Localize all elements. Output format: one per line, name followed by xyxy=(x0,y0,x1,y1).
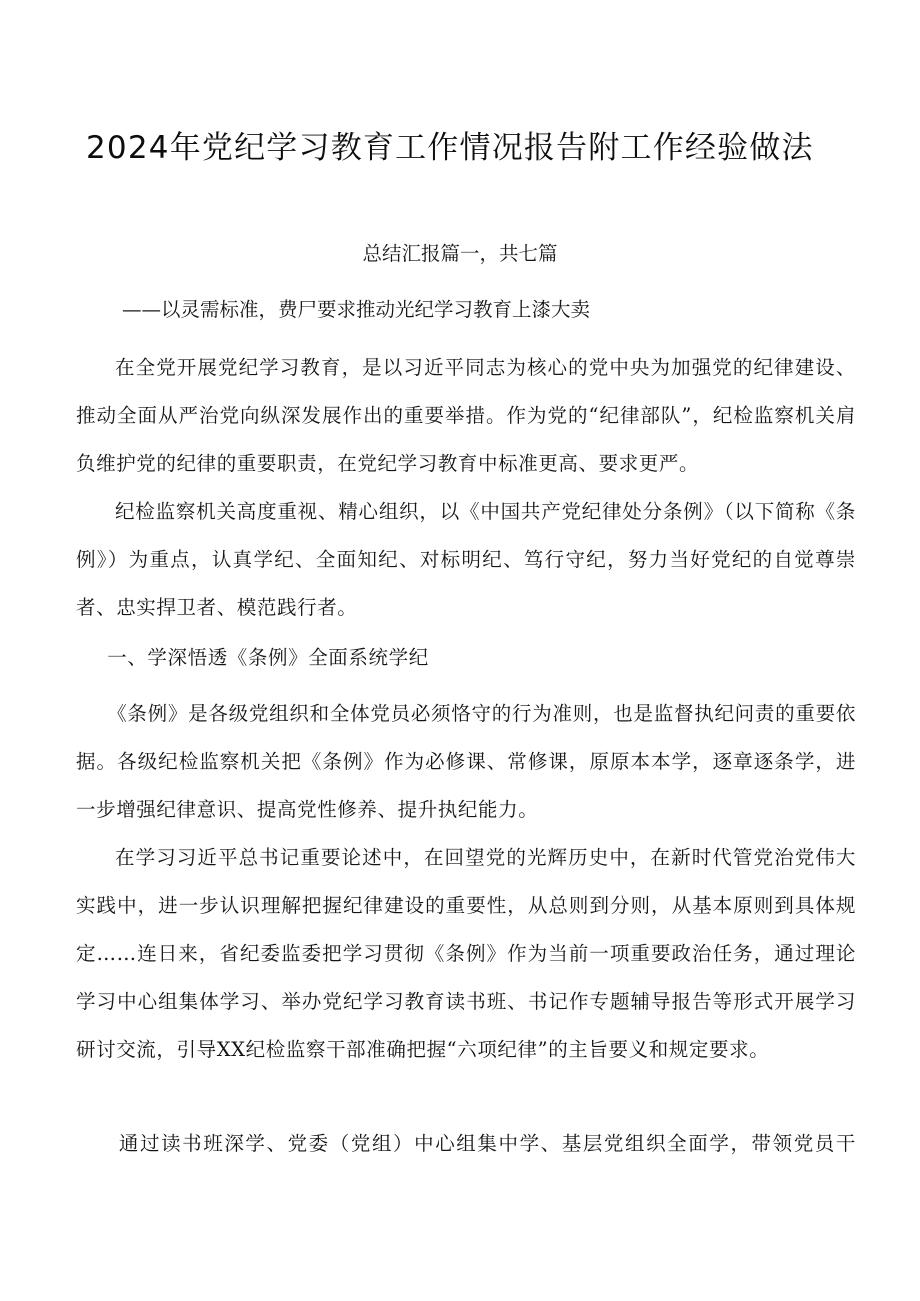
paragraph-intro: 在全党开展党纪学习教育，是以习近平同志为核心的党中央为加强党的纪律建设、推动全面从严治党向纵深发展作出的重要举措。作为党的“纪律部队”，纪检监察机关肩负维护党的纪律的重要职责，在党纪学习教育中标准更高、要求更严。 xyxy=(76,356,856,475)
paragraph-regulation: 《条例》是各级党组织和全体党员必须恪守的行为准则，也是监督执纪问责的重要依据。各级纪检监察机关把《条例》作为必修课、常修课，原原本本学，逐章逐条学，进一步增强纪律意识、提高党性修养、提升执纪能力。 xyxy=(76,702,856,821)
document-title: 2024年党纪学习教育工作情况报告附工作经验做法 xyxy=(86,130,814,166)
paragraph-overview: 纪检监察机关高度重视、精心组织，以《中国共产党纪律处分条例》（以下简称《条例》）为重点，认真学纪、全面知纪、对标明纪、笃行守纪，努力当好党纪的自觉尊崇者、忠实捍卫者、模范践行者。 xyxy=(76,500,856,619)
document-tagline: ——以灵需标准，费尸要求推动光纪学习教育上漆大卖 xyxy=(122,298,591,321)
paragraph-reading-class: 通过读书班深学、党委（党组）中心组集中学、基层党组织全面学，带领党员干 xyxy=(118,1132,856,1155)
paragraph-study: 在学习习近平总书记重要论述中，在回望党的光辉历史中，在新时代管党治党伟大实践中，进一步认识理解把握纪律建设的重要性，从总则到分则，从基本原则到具体规定……连日来，省纪委监委把学习贯彻《条例》作为当前一项重要政治任务，通过理论学习中心组集体学习、举办党纪学习教育读书班、书记作专题辅导报告等形式开展学习研讨交流，引导XX纪检监察干部准确把握“六项纪律”的主旨要义和规定要求。 xyxy=(76,846,856,1061)
section-heading-1: 一、学深悟透《条例》全面系统学纪 xyxy=(107,646,429,669)
document-subtitle: 总结汇报篇一，共七篇 xyxy=(362,242,558,265)
